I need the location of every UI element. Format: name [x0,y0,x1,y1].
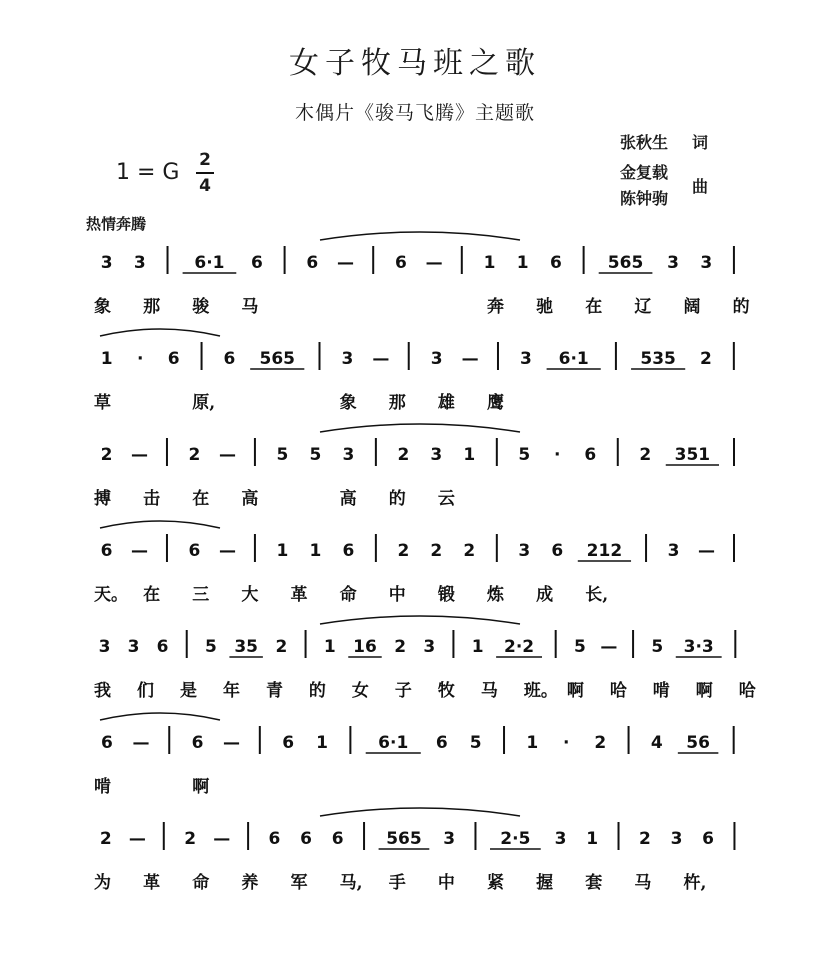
lyric-syllable: 中 [388,585,406,605]
note: 5 [469,733,482,753]
lyric-syllable: 云 [437,489,455,509]
note: 3 [342,445,355,465]
lyric-syllable: 象 [94,297,111,317]
note: — [130,445,148,465]
slur-arc [320,808,520,816]
note: 2 [188,445,201,465]
note: 2 [463,541,476,561]
lyric-syllable: 高 [339,489,357,509]
note: 6 [300,829,312,849]
note: 3 [667,541,680,561]
lyric-syllable: 啃 [652,681,670,701]
note: 2 [397,541,410,561]
note: 1 [309,541,322,561]
slur-arc [100,713,220,720]
note: 6 [306,253,319,273]
lyric-syllable: 命 [339,585,357,605]
note: 35 [234,637,258,657]
note: — [425,253,443,273]
note: 5 [204,637,217,657]
note: 3 [519,349,532,369]
note: 16 [353,637,377,657]
note: — [337,253,355,273]
note: — [372,349,390,369]
note: 1 [100,349,113,369]
note: 5 [276,445,289,465]
music-role: 曲 [692,177,709,196]
lyric-syllable: 天。 [94,585,128,605]
lyric-syllable: 军 [290,873,308,893]
note: 6 [156,637,169,657]
lyric-syllable: 青 [265,681,283,701]
lyric-syllable: 驰 [536,297,554,317]
note: 3 [127,637,140,657]
note: 3 [700,253,713,273]
lyric-syllable: 中 [437,873,455,893]
lyric-syllable: 那 [388,393,406,413]
note: 6 [584,445,597,465]
note: 1 [516,253,529,273]
note: 2·2 [504,637,535,657]
note: — [213,829,231,849]
lyric-syllable: 革 [143,873,161,893]
lyric-syllable: 骏 [192,297,210,317]
time-top: 2 [199,150,211,170]
lyric-syllable: 奔 [487,297,504,317]
note: 2 [184,829,197,849]
note: 6·1 [194,253,225,273]
note: — [218,541,236,561]
lyric-syllable: 套 [585,873,603,893]
note: 6 [435,733,448,753]
note: 3 [133,253,146,273]
lyric-syllable: 象 [339,393,357,413]
note: 1 [483,253,496,273]
note: 3 [430,445,443,465]
note: — [461,349,479,369]
note: 565 [386,829,422,849]
note: 1 [323,637,336,657]
lyric-syllable: 是 [179,681,197,701]
lyric-syllable: 草 [94,393,111,413]
note: 1 [316,733,329,753]
note: 5 [651,637,664,657]
note: 6·1 [378,733,409,753]
note: · [554,445,561,465]
note: 2 [430,541,443,561]
note: 6 [394,253,407,273]
note: 5 [309,445,322,465]
lyric-syllable: 长, [585,585,609,605]
note: 2 [638,829,651,849]
note: 6 [188,541,201,561]
lyric-syllable: 啊 [566,681,584,701]
lyric-syllable: 们 [136,681,154,701]
lyric-syllable: 手 [388,873,406,893]
lyric-syllable: 啊 [695,681,713,701]
slur-arc [100,521,220,528]
note: 6·1 [558,349,589,369]
lyric-syllable: 马 [480,681,498,701]
note: 6 [167,349,180,369]
note: 2 [700,349,712,369]
note: 2 [594,733,607,753]
note: — [223,733,241,753]
note: — [130,541,148,561]
note: 6 [551,541,564,561]
lyric-syllable: 搏 [94,489,111,509]
lyric-syllable: 女 [351,681,369,701]
lyric-syllable: 成 [536,585,554,605]
note: 6 [191,733,204,753]
lyric-syllable: 杵, [683,873,707,893]
note: 4 [650,733,663,753]
note: — [600,637,618,657]
note: 351 [674,445,711,465]
lyric-syllable: 握 [536,873,554,893]
note: 3 [554,829,567,849]
composer-name-2: 陈钟驹 [620,189,669,208]
lyric-syllable: 在 [143,585,161,605]
note: — [132,733,150,753]
lyric-syllable: 的 [388,489,406,509]
lyric-syllable: 在 [192,489,210,509]
lyric-syllable: 哈 [609,681,627,701]
note: 6 [268,829,281,849]
slur-arc [100,329,220,336]
lyric-syllable: 三 [192,585,210,605]
lyric-syllable: 紧 [487,873,504,893]
lyric-syllable: 高 [241,489,259,509]
note: 212 [586,541,623,561]
note: 56 [686,733,710,753]
lyric-syllable: 鹰 [487,393,504,413]
note: — [128,829,146,849]
note: 6 [550,253,562,273]
lyric-syllable: 辽 [634,297,652,317]
note: 535 [640,349,676,369]
lyric-syllable: 雄 [437,393,455,413]
note: 1 [276,541,289,561]
note: 6 [101,733,113,753]
lyric-syllable: 的 [732,297,750,317]
note: 6 [331,829,344,849]
lyric-syllable: 我 [94,681,111,701]
lyric-role: 词 [692,133,709,152]
lyric-syllable: 啊 [192,777,210,797]
song-subtitle: 木偶片《骏马飞腾》主题歌 [294,102,535,124]
note: 2 [100,445,113,465]
lyric-syllable: 锻 [437,585,455,605]
note: 2 [394,637,407,657]
note: 2 [99,829,112,849]
key-signature: 1 = G [116,160,180,185]
lyric-syllable: 命 [192,873,210,893]
lyric-syllable: 击 [143,489,161,509]
note: 565 [259,349,296,369]
lyric-syllable: 哈 [738,681,756,701]
lyric-syllable: 那 [143,297,161,317]
note: 3 [100,253,113,273]
note: 3 [670,829,683,849]
slur-arc [320,616,520,624]
lyric-syllable: 啃 [94,777,111,797]
lyric-syllable: 马 [634,873,652,893]
lyric-syllable: 子 [394,681,412,701]
note: 3 [667,253,679,273]
note: · [563,733,570,753]
lyric-syllable: 革 [290,585,308,605]
note: 2 [397,445,410,465]
lyric-syllable: 为 [94,873,111,893]
note: 6 [250,253,263,273]
note: 1 [463,445,476,465]
note: 6 [100,541,113,561]
note: 2·5 [500,829,531,849]
note: 2 [639,445,652,465]
note: 3 [518,541,531,561]
note: 3 [443,829,456,849]
note: 1 [471,637,484,657]
note: 5 [573,637,586,657]
lyric-syllable: 年 [222,681,240,701]
tempo-marking: 热情奔腾 [86,215,147,233]
lyricist-name: 张秋生 [620,133,669,152]
lyric-syllable: 的 [308,681,326,701]
note: 2 [275,637,288,657]
lyric-syllable: 在 [585,297,603,317]
note: — [698,541,716,561]
note: 3 [341,349,354,369]
note: 3·3 [683,637,714,657]
slur-arc [320,232,520,240]
note: 3 [98,637,111,657]
lyric-syllable: 养 [241,873,259,893]
note: 6 [342,541,355,561]
note: 565 [607,253,644,273]
lyric-syllable: 原, [192,393,216,413]
note: — [218,445,236,465]
lyric-syllable: 大 [241,585,259,605]
note: 3 [430,349,443,369]
song-title: 女子牧马班之歌 [289,46,541,81]
note: 1 [586,829,599,849]
time-bottom: 4 [199,176,211,196]
lyric-syllable: 马, [339,873,363,893]
lyric-syllable: 班。 [523,681,558,701]
note: 5 [518,445,531,465]
lyric-syllable: 马 [241,297,259,317]
note: · [136,349,144,369]
lyric-syllable: 炼 [487,585,504,605]
note: 3 [423,637,436,657]
composer-name-1: 金复载 [620,163,669,182]
note: 6 [223,349,236,369]
note: 1 [526,733,539,753]
lyric-syllable: 阔 [683,297,701,317]
lyric-syllable: 牧 [437,681,455,701]
note: 6 [282,733,295,753]
note: 6 [702,829,715,849]
slur-arc [320,424,520,432]
